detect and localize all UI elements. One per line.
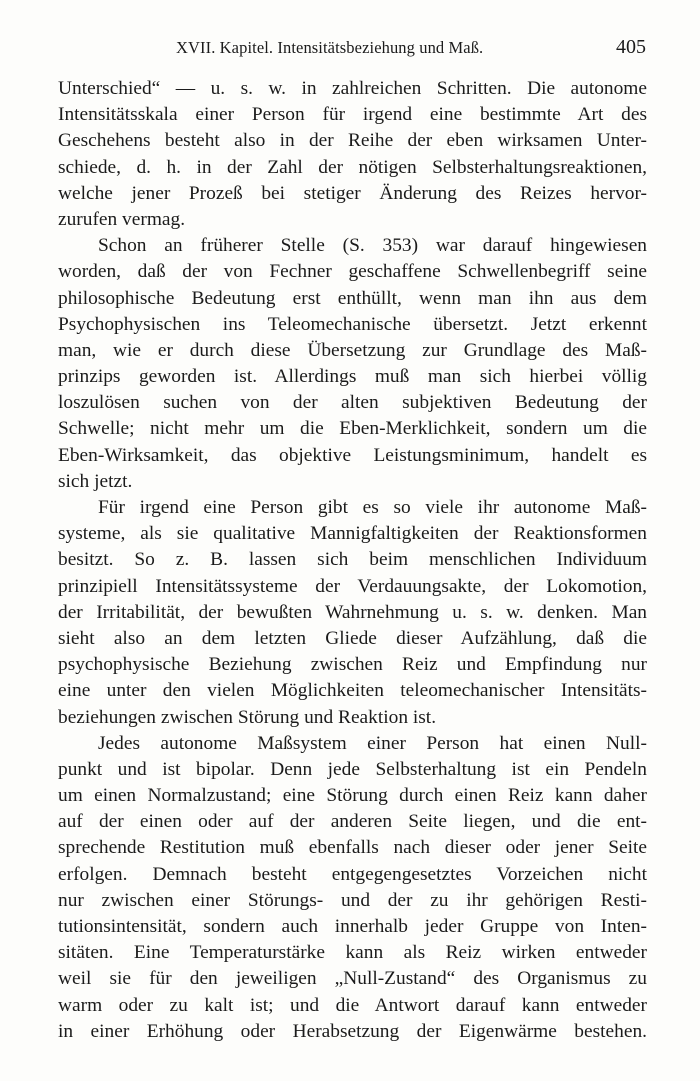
text-line: Jedes autonome Maßsystem einer Person hat einen Null- bbox=[98, 732, 647, 754]
text-line: weil sie für den jeweiligen „Null-Zustand“ des Organismus zu bbox=[58, 968, 647, 990]
text-line: der Irritabilität, der bewußten Wahrnehmung u. s. w. denken. Man bbox=[58, 601, 647, 623]
text-line: philosophische Bedeutung erst enthüllt, wenn man ihn aus dem bbox=[58, 287, 647, 309]
text-line: besitzt. So z. B. lassen sich beim menschlichen Individuum bbox=[58, 549, 647, 571]
paragraph bbox=[58, 76, 647, 233]
text-line: loszulösen suchen von der alten subjektiven Bedeutung der bbox=[58, 392, 647, 414]
chapter-title: XVII. Kapitel. Intensitätsbeziehung und Maß. bbox=[176, 38, 484, 57]
text-line: eine unter den vielen Möglichkeiten teleomechanischer Intensitäts- bbox=[58, 680, 647, 702]
text-line: erfolgen. Demnach besteht entgegengesetztes Vorzeichen nicht bbox=[58, 863, 647, 885]
text-line: um einen Normalzustand; eine Störung durch einen Reiz kann daher bbox=[58, 785, 647, 807]
text-line: sieht also an dem letzten Gliede dieser Aufzählung, daß die bbox=[58, 627, 647, 649]
text-line: tutionsintensität, sondern auch innerhalb jeder Gruppe von Inten- bbox=[58, 916, 647, 937]
text-line: in einer Erhöhung oder Herabsetzung der Eigenwärme bestehen. bbox=[58, 1020, 647, 1042]
text-line: sitäten. Eine Temperaturstärke kann als Reiz wirken entweder bbox=[58, 942, 647, 964]
text-line: Für irgend eine Person gibt es so viele ihr autonome Maß- bbox=[98, 497, 647, 518]
text-line: Intensitätsskala einer Person für irgend eine bestimmte Art des bbox=[58, 104, 647, 126]
text-line: psychophysische Beziehung zwischen Reiz und Empfindung nur bbox=[58, 654, 647, 676]
text-line: sich jetzt. bbox=[58, 470, 133, 492]
text-line: systeme, als sie qualitative Mannigfaltigkeiten der Reaktionsformen bbox=[58, 523, 647, 545]
paragraph bbox=[58, 495, 647, 731]
text-line: Psychophysischen ins Teleomechanische übersetzt. Jetzt erkennt bbox=[58, 313, 647, 335]
text-line: Schwelle; nicht mehr um die Eben-Merklichkeit, sondern um die bbox=[58, 418, 647, 440]
text-line: Geschehens besteht also in der Reihe der eben wirksamen Unter- bbox=[58, 130, 647, 152]
text-line: sprechende Restitution muß ebenfalls nach dieser oder jener Seite bbox=[58, 837, 647, 859]
paragraph bbox=[58, 731, 647, 1045]
text-line: prinzips geworden ist. Allerdings muß man sich hierbei völlig bbox=[58, 366, 647, 388]
paragraph bbox=[58, 233, 647, 495]
body-text bbox=[58, 76, 647, 1045]
text-line: Schon an früherer Stelle (S. 353) war darauf hingewiesen bbox=[98, 235, 647, 257]
text-line: beziehungen zwischen Störung und Reaktion ist. bbox=[58, 706, 437, 728]
running-head bbox=[58, 36, 648, 60]
text-line: nur zwischen einer Störungs- und der zu ihr gehörigen Resti- bbox=[58, 889, 647, 911]
text-line: man, wie er durch diese Übersetzung zur Grundlage des Maß- bbox=[58, 339, 647, 361]
text-line: Unterschied“ — u. s. w. in zahlreichen Schritten. Die autonome bbox=[58, 78, 647, 99]
text-line: auf der einen oder auf der anderen Seite liegen, und die ent- bbox=[58, 811, 647, 833]
text-line: punkt und ist bipolar. Denn jede Selbsterhaltung ist ein Pendeln bbox=[58, 758, 647, 780]
text-line: warm oder zu kalt ist; und die Antwort darauf kann entweder bbox=[58, 994, 647, 1016]
text-line: Eben-Wirksamkeit, das objektive Leistungsminimum, handelt es bbox=[58, 444, 647, 466]
text-line: welche jener Prozeß bei stetiger Änderung des Reizes hervor- bbox=[58, 182, 647, 204]
text-line: prinzipiell Intensitätssysteme der Verdauungsakte, der Lokomotion, bbox=[58, 575, 647, 597]
text-line: zurufen vermag. bbox=[58, 208, 186, 230]
page-number: 405 bbox=[616, 36, 646, 58]
text-line: worden, daß der von Fechner geschaffene Schwellenbegriff seine bbox=[58, 261, 647, 283]
text-line: schiede, d. h. in der Zahl der nötigen Selbsterhaltungsreaktionen, bbox=[58, 156, 647, 178]
